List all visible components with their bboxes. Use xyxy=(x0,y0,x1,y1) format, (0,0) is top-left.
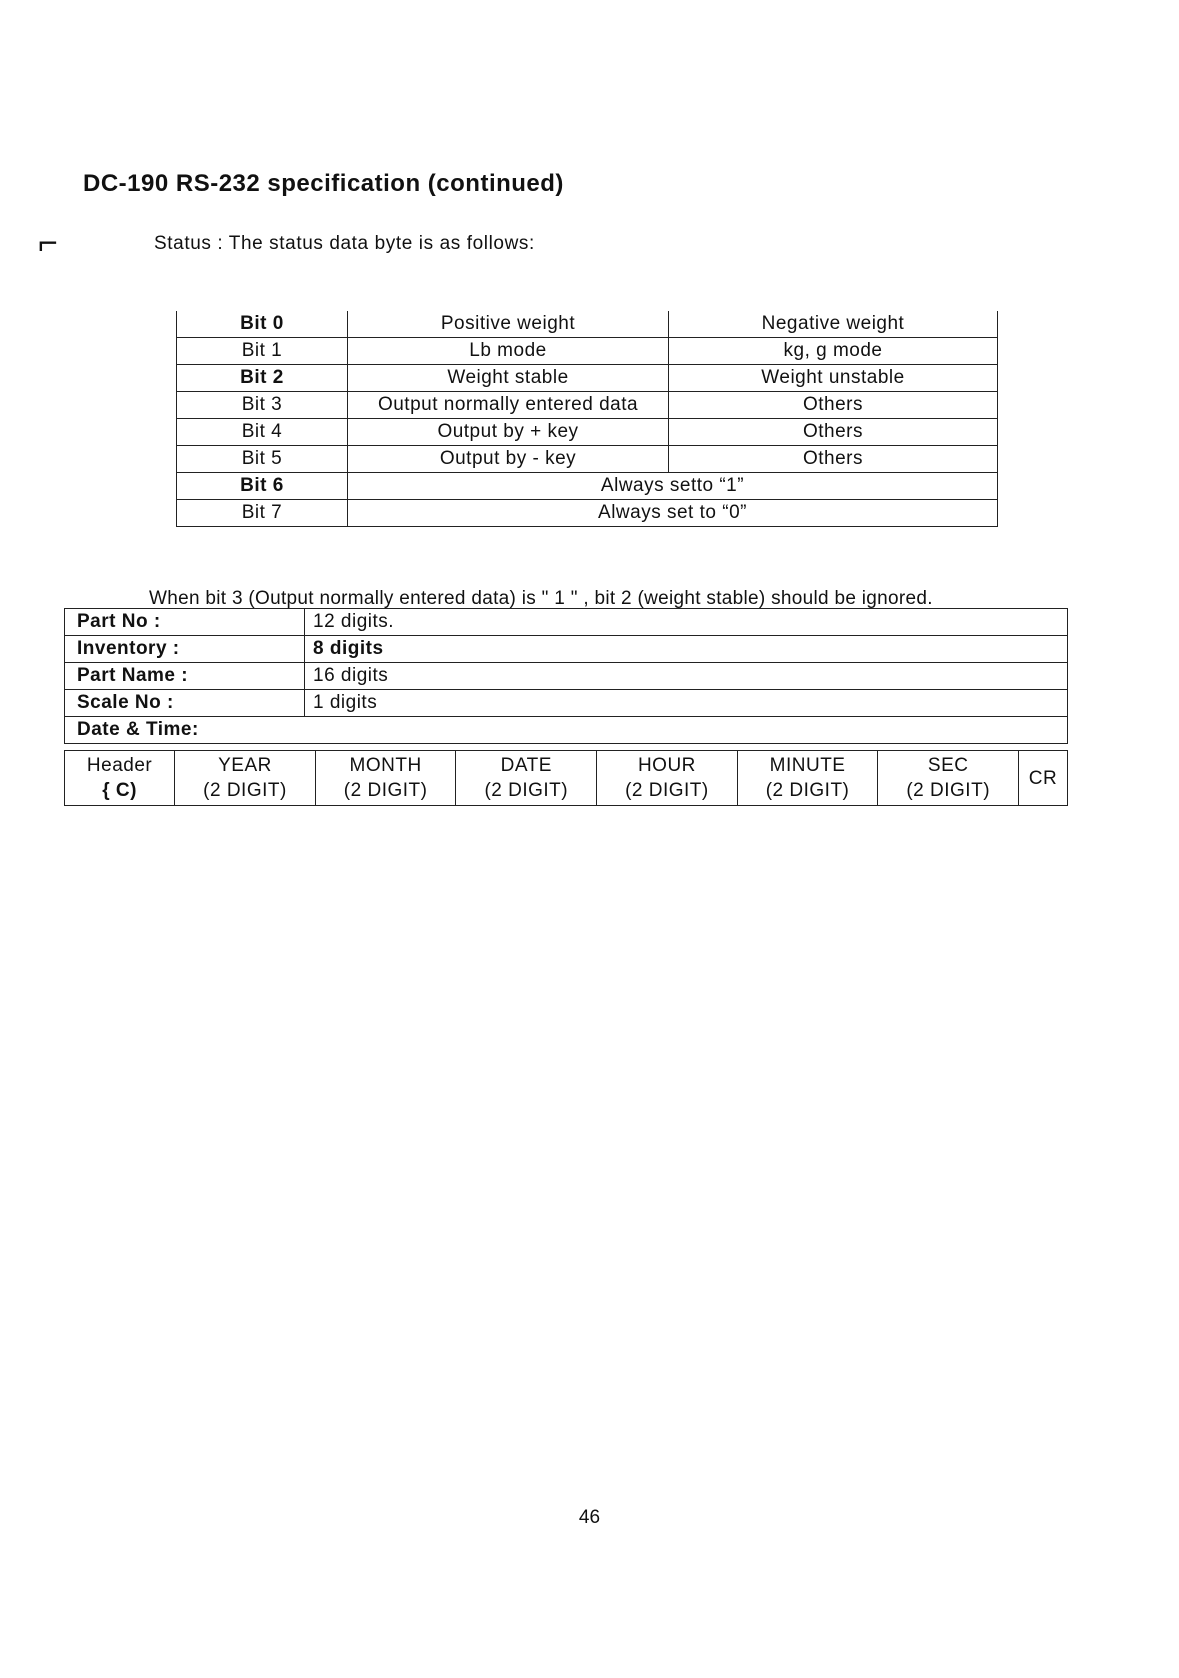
table-row xyxy=(65,663,1068,690)
col-sub: (2 DIGIT) xyxy=(765,780,850,801)
bit-set-meaning: Output by - key xyxy=(348,446,669,473)
bit-note: When bit 3 (Output normally entered data) is " 1 " , bit 2 (weight stable) should be ignored. xyxy=(149,588,933,609)
table-row xyxy=(65,636,1068,663)
bit-clear-meaning: Others xyxy=(669,419,998,446)
col-name: SEC xyxy=(927,755,969,776)
bit-label: Bit 6 xyxy=(177,473,348,500)
table-row xyxy=(65,609,1068,636)
datetime-label: Date & Time: xyxy=(65,717,1068,744)
col-sub: (2 DIGIT) xyxy=(906,780,991,801)
bit-label: Bit 7 xyxy=(177,500,348,527)
table-row xyxy=(177,392,998,419)
page-number: 46 xyxy=(578,1507,601,1528)
datetime-col-cr xyxy=(1019,751,1068,806)
page-title: DC-190 RS-232 specification (continued) xyxy=(83,170,564,197)
col-name: MINUTE xyxy=(769,755,846,776)
bit-label: Bit 5 xyxy=(177,446,348,473)
col-name: Header xyxy=(86,755,153,776)
datetime-col-month xyxy=(315,751,456,806)
bracket-mark: ⌐ xyxy=(38,224,58,262)
col-sub: (2 DIGIT) xyxy=(484,780,569,801)
field-label: Inventory : xyxy=(65,636,305,663)
table-row xyxy=(177,446,998,473)
bit-set-meaning: Weight stable xyxy=(348,365,669,392)
bit-clear-meaning: Weight unstable xyxy=(669,365,998,392)
datetime-col-header xyxy=(65,751,175,806)
bit-label: Bit 4 xyxy=(177,419,348,446)
status-bits-table xyxy=(176,311,998,527)
col-sub: (2 DIGIT) xyxy=(625,780,709,801)
status-description: Status : The status data byte is as follows: xyxy=(154,233,535,254)
record-fields-table xyxy=(64,608,1068,744)
bit-set-meaning: Lb mode xyxy=(348,338,669,365)
table-row xyxy=(65,751,1068,806)
datetime-col-hour xyxy=(597,751,738,806)
table-row xyxy=(65,690,1068,717)
bit-clear-meaning: kg, g mode xyxy=(669,338,998,365)
field-value: 8 digits xyxy=(305,636,1068,663)
datetime-format-table xyxy=(64,750,1068,806)
datetime-col-sec xyxy=(878,751,1019,806)
table-row xyxy=(177,338,998,365)
bit-label: Bit 0 xyxy=(177,311,348,338)
col-name: HOUR xyxy=(637,755,696,776)
table-row xyxy=(177,419,998,446)
col-name: DATE xyxy=(500,755,552,776)
bit-always-meaning: Always set to “0” xyxy=(348,500,998,527)
bit-clear-meaning: Negative weight xyxy=(669,311,998,338)
datetime-col-minute xyxy=(737,751,878,806)
field-value: 12 digits. xyxy=(305,609,1068,636)
table-row xyxy=(177,365,998,392)
bit-set-meaning: Output by + key xyxy=(348,419,669,446)
col-sub: (2 DIGIT) xyxy=(343,780,428,801)
bit-set-meaning: Output normally entered data xyxy=(348,392,669,419)
bit-label: Bit 2 xyxy=(177,365,348,392)
datetime-col-year xyxy=(175,751,316,806)
bit-set-meaning: Positive weight xyxy=(348,311,669,338)
table-row xyxy=(177,473,998,500)
col-name: MONTH xyxy=(349,755,422,776)
field-value: 1 digits xyxy=(305,690,1068,717)
bit-clear-meaning: Others xyxy=(669,446,998,473)
field-label: Scale No : xyxy=(65,690,305,717)
field-label: Part No : xyxy=(65,609,305,636)
col-sub: { C) xyxy=(102,780,137,801)
datetime-col-date xyxy=(456,751,597,806)
table-row xyxy=(177,311,998,338)
col-name: CR xyxy=(1028,767,1058,789)
bit-label: Bit 1 xyxy=(177,338,348,365)
col-sub: (2 DIGIT) xyxy=(203,780,287,801)
col-name: YEAR xyxy=(218,755,272,776)
table-row xyxy=(177,500,998,527)
bit-clear-meaning: Others xyxy=(669,392,998,419)
field-value: 16 digits xyxy=(305,663,1068,690)
bit-label: Bit 3 xyxy=(177,392,348,419)
table-row xyxy=(65,717,1068,744)
bit-always-meaning: Always setto “1” xyxy=(348,473,998,500)
field-label: Part Name : xyxy=(65,663,305,690)
